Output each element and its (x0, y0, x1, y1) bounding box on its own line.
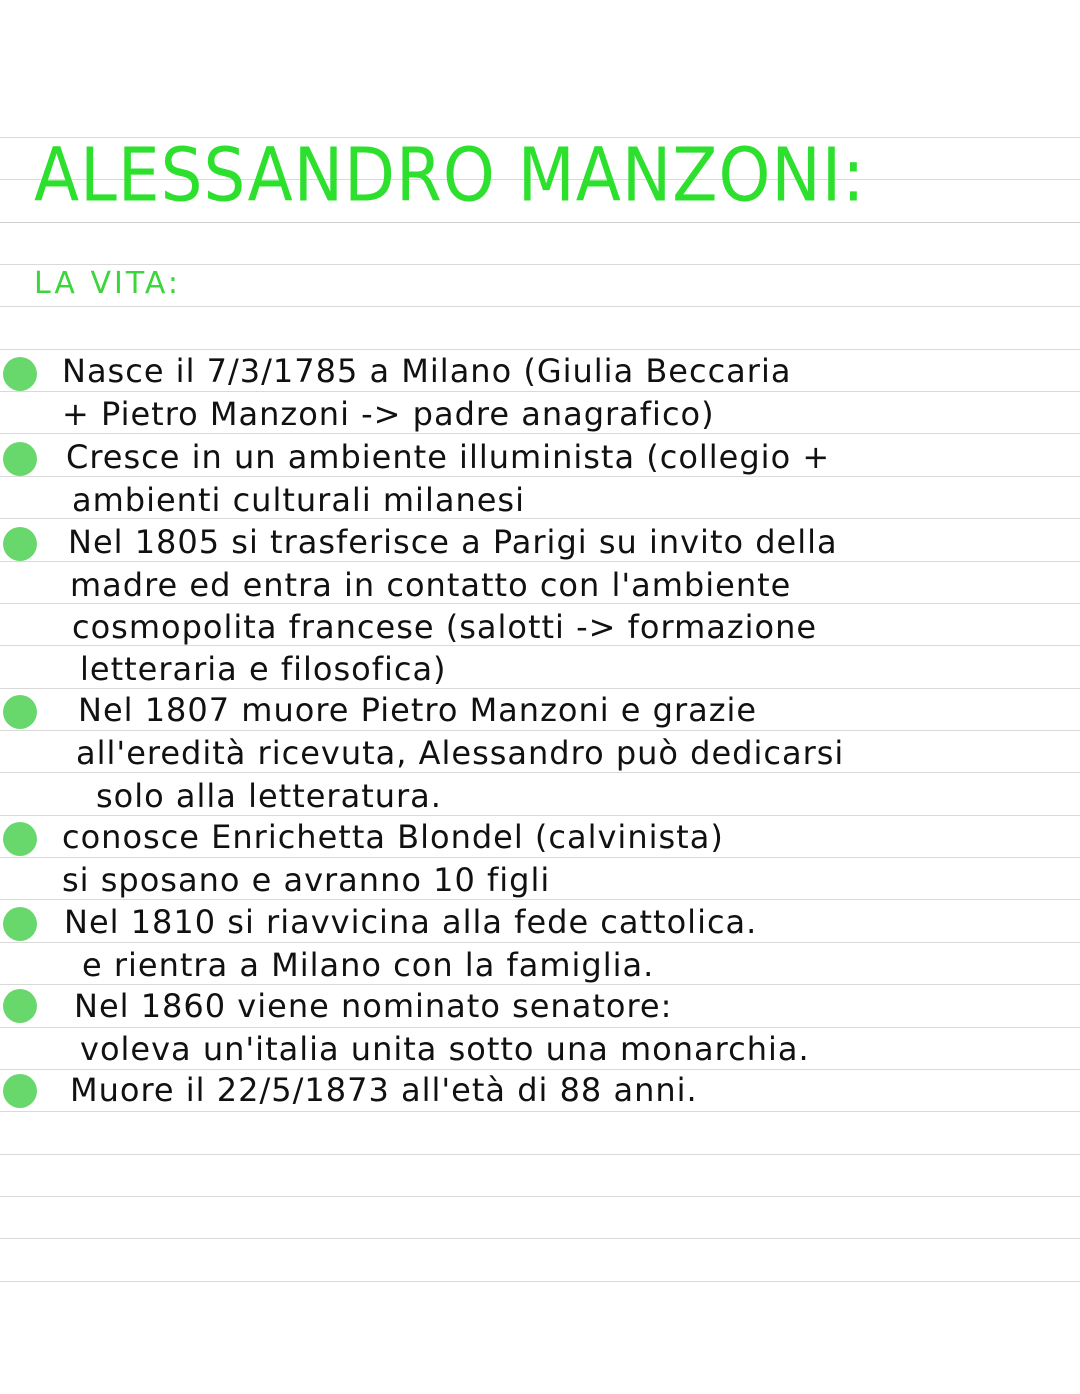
ruled-line (0, 1196, 1080, 1197)
ruled-line (0, 899, 1080, 900)
ruled-line (0, 772, 1080, 773)
bullet-dot (3, 822, 37, 856)
ruled-line (0, 561, 1080, 562)
list-item-line: Nel 1807 muore Pietro Manzoni e grazie (78, 691, 758, 729)
ruled-line (0, 688, 1080, 689)
bullet-dot (3, 907, 37, 941)
ruled-line (0, 264, 1080, 265)
list-item-line: conosce Enrichetta Blondel (calvinista) (62, 818, 724, 856)
ruled-line (0, 857, 1080, 858)
list-item-line: si sposano e avranno 10 figli (62, 861, 551, 899)
bullet-dot (3, 695, 37, 729)
list-item-line: Cresce in un ambiente illuminista (collegio + (66, 438, 831, 476)
ruled-line (0, 1281, 1080, 1282)
ruled-line (0, 476, 1080, 477)
ruled-line (0, 730, 1080, 731)
list-item-line: Nel 1805 si trasferisce a Parigi su invito della (68, 523, 838, 561)
ruled-line (0, 1111, 1080, 1112)
list-item-line: e rientra a Milano con la famiglia. (82, 946, 655, 984)
list-item-line: madre ed entra in contatto con l'ambiente (70, 566, 792, 604)
list-item-line: all'eredità ricevuta, Alessandro può dedicarsi (76, 734, 845, 772)
list-item-line: Nel 1810 si riavvicina alla fede cattolica. (64, 903, 758, 941)
ruled-line (0, 1069, 1080, 1070)
bullet-dot (3, 1074, 37, 1108)
bullet-dot (3, 527, 37, 561)
list-item-line: + Pietro Manzoni -> padre anagrafico) (62, 395, 715, 433)
list-item-line: cosmopolita francese (salotti -> formazione (72, 608, 818, 646)
list-item-line: letteraria e filosofica) (80, 650, 447, 688)
ruled-line (0, 1027, 1080, 1028)
list-item-line: Nel 1860 viene nominato senatore: (74, 987, 673, 1025)
ruled-line (0, 1238, 1080, 1239)
list-item-line: voleva un'italia unita sotto una monarchia. (80, 1030, 810, 1068)
bullet-dot (3, 442, 37, 476)
list-item-line: ambienti culturali milanesi (72, 481, 525, 519)
list-item-line: solo alla letteratura. (96, 777, 442, 815)
section-heading: LA VITA: (34, 266, 181, 301)
ruled-line (0, 391, 1080, 392)
ruled-line (0, 349, 1080, 350)
page-title: ALESSANDRO MANZONI: (34, 132, 866, 219)
bullet-dot (3, 357, 37, 391)
bullet-dot (3, 989, 37, 1023)
list-item-line: Nasce il 7/3/1785 a Milano (Giulia Beccaria (62, 352, 792, 390)
ruled-line (0, 306, 1080, 307)
ruled-line (0, 222, 1080, 223)
ruled-line (0, 942, 1080, 943)
ruled-line (0, 815, 1080, 816)
ruled-line (0, 1154, 1080, 1155)
list-item-line: Muore il 22/5/1873 all'età di 88 anni. (70, 1071, 698, 1109)
ruled-line (0, 984, 1080, 985)
ruled-line (0, 433, 1080, 434)
